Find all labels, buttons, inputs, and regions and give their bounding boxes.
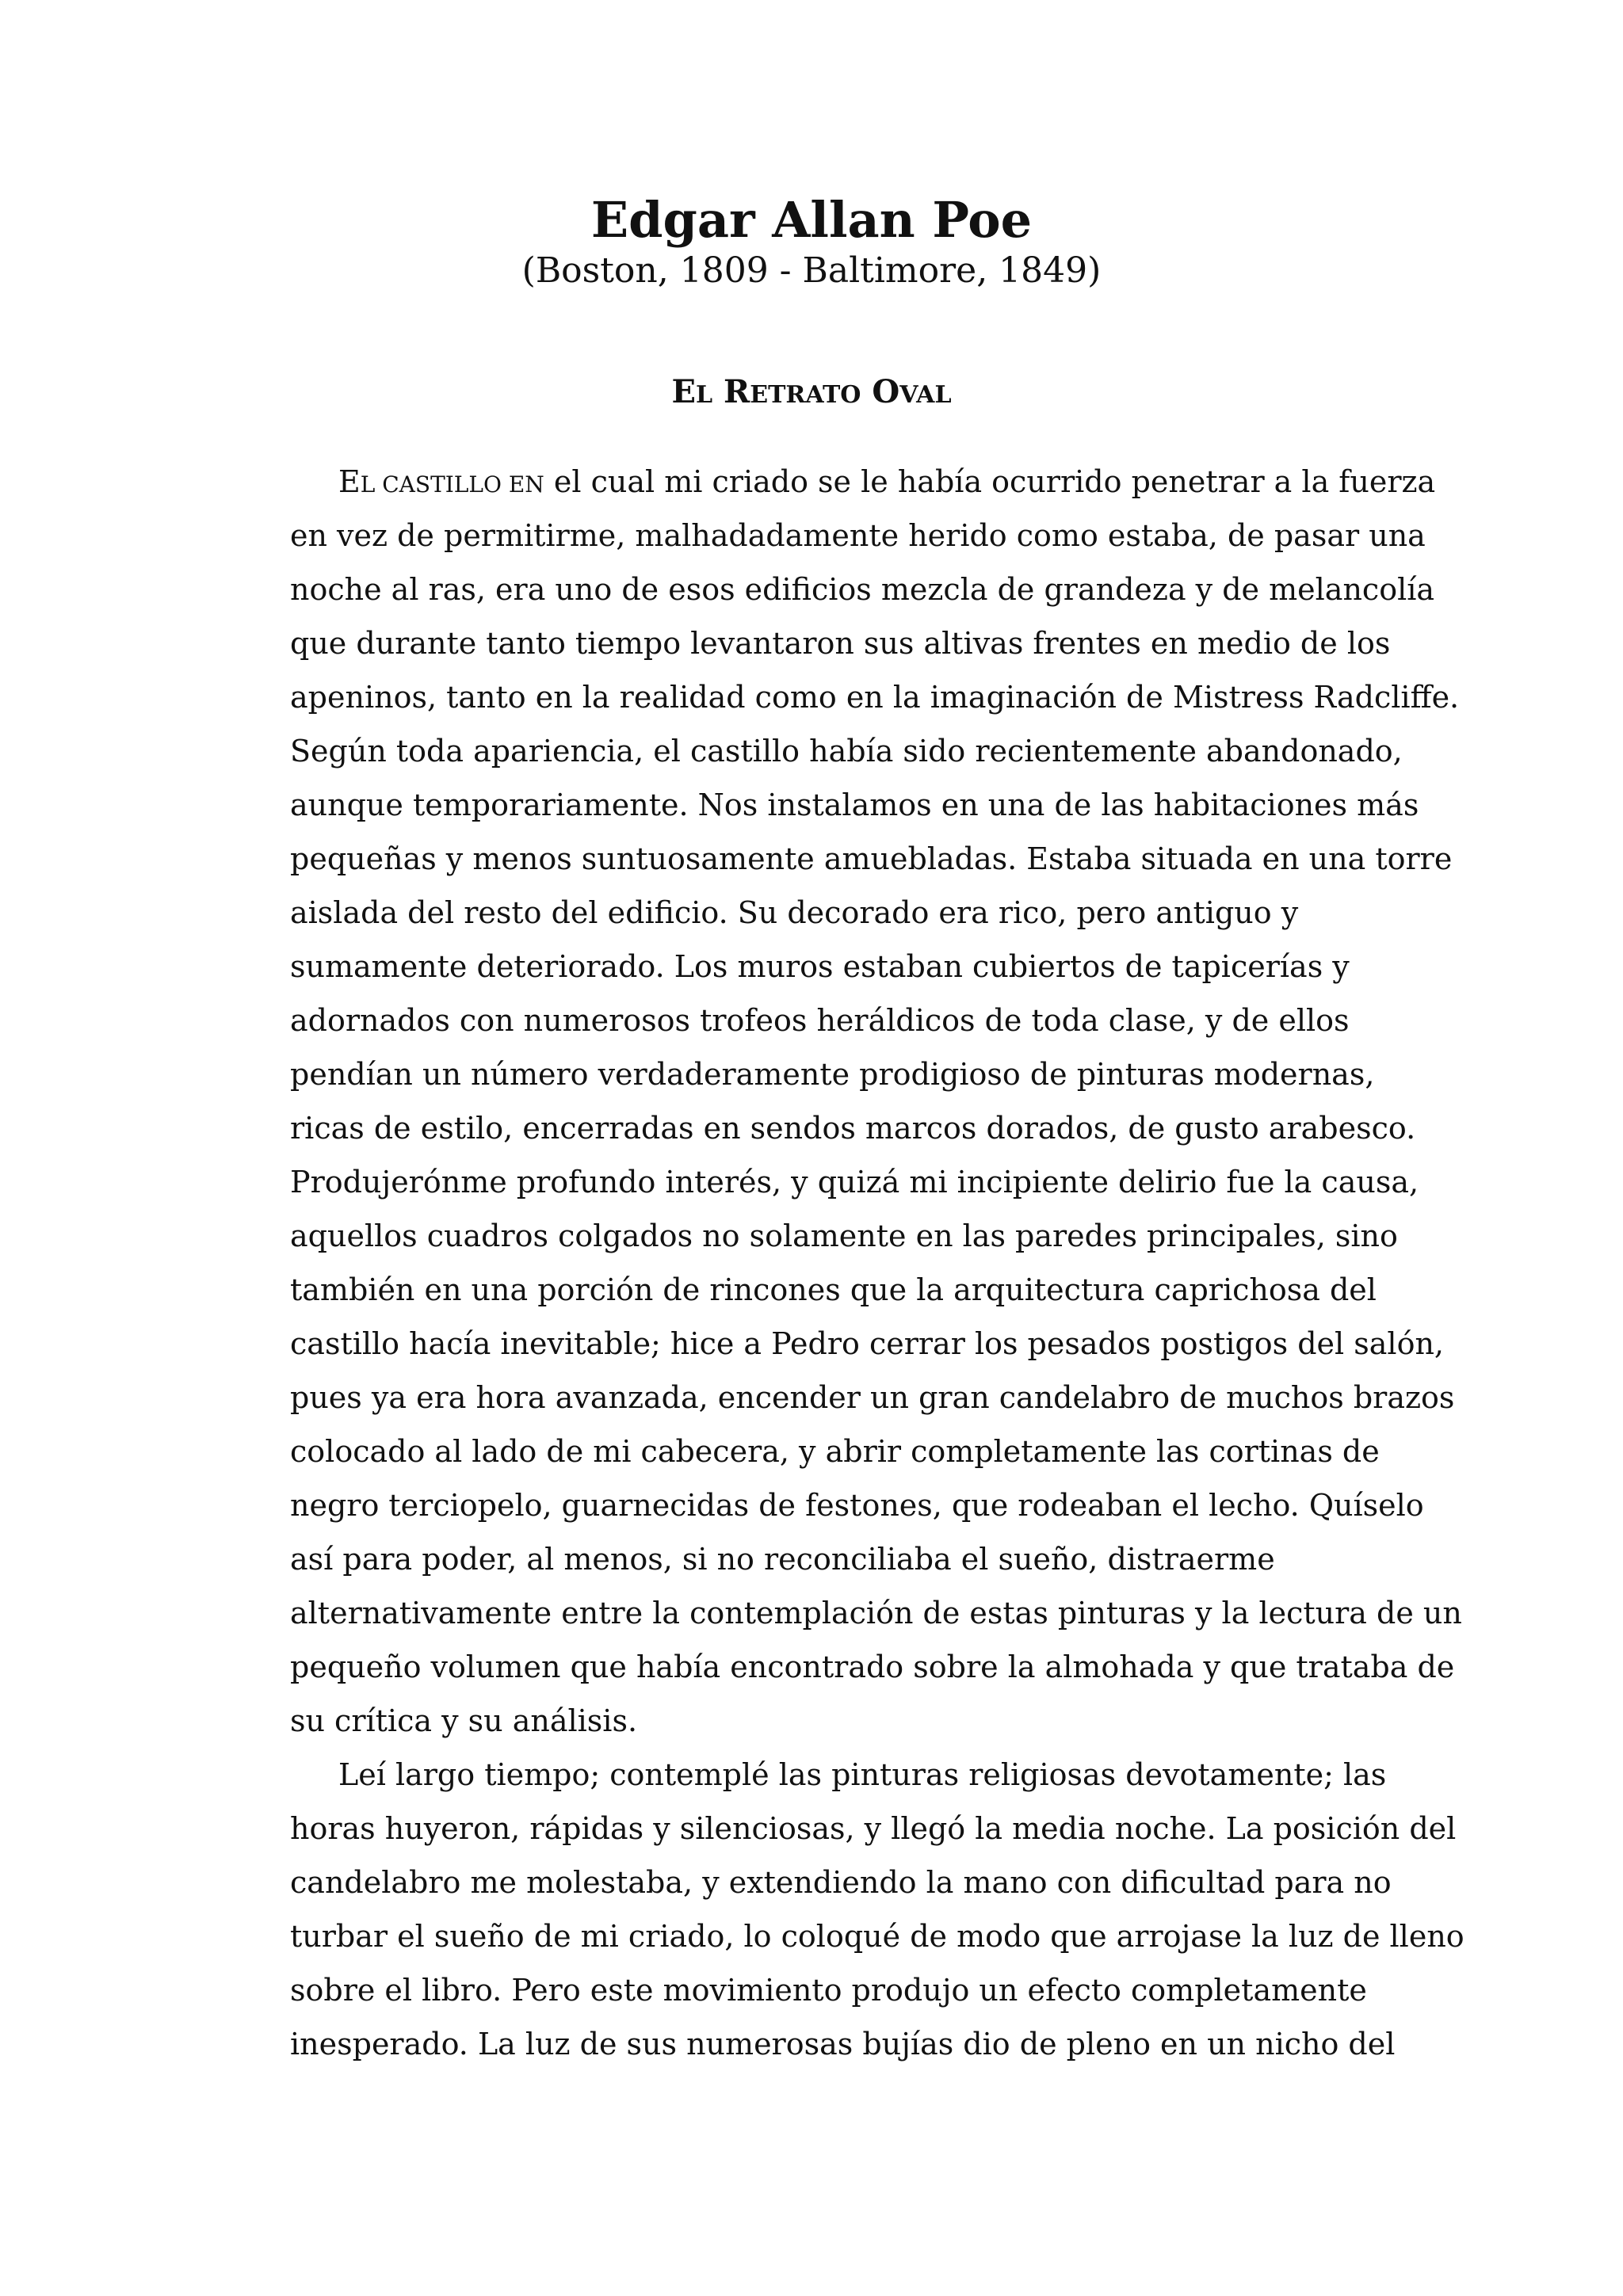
paragraph-1-line: pequeño volumen que había encontrado sobre la almohada y que trataba de <box>290 1650 1455 1684</box>
paragraph-1-line: adornados con numerosos trofeos heráldicos de toda clase, y de ellos <box>290 1003 1350 1038</box>
paragraph-2-line: horas huyeron, rápidas y silenciosas, y llegó la media noche. La posición del <box>290 1811 1457 1846</box>
title-word-3-rest: VAL <box>899 381 952 409</box>
paragraph-1-line: en vez de permitirme, malhadadamente herido como estaba, de pasar una <box>290 518 1426 553</box>
paragraph-1-line: castillo hacía inevitable; hice a Pedro cerrar los pesados postigos del salón, <box>290 1326 1445 1361</box>
paragraph-2-first-line: Leí largo tiempo; contemplé las pinturas religiosas devotamente; las <box>338 1757 1387 1792</box>
paragraph-1-line: así para poder, al menos, si no reconciliaba el sueño, distraerme <box>290 1542 1275 1577</box>
paragraph-1-line: aunque temporariamente. Nos instalamos en una de las habitaciones más <box>290 788 1419 822</box>
lead-smallcaps: L CASTILLO EN <box>360 471 544 498</box>
author-name: Edgar Allan Poe <box>590 191 1033 249</box>
paragraph-1-first-line <box>290 455 1436 509</box>
paragraph-1-line: sumamente deteriorado. Los muros estaban cubiertos de tapicerías y <box>290 949 1350 984</box>
paragraph-2-line: candelabro me molestaba, y extendiendo la mano con dificultad para no <box>290 1865 1392 1900</box>
paragraph-1-line: pequeñas y menos suntuosamente amuebladas. Estaba situada en una torre <box>290 841 1453 876</box>
author-lifespan: (Boston, 1809 - Baltimore, 1849) <box>521 250 1102 291</box>
paragraph-2-line: inesperado. La luz de sus numerosas bujías dio de pleno en un nicho del <box>290 2027 1396 2061</box>
title-word-1-initial: E <box>671 373 696 410</box>
story-title <box>0 371 1623 417</box>
title-word-1-rest: L <box>695 381 713 409</box>
paragraph-2-line: turbar el sueño de mi criado, lo coloqué de modo que arrojase la luz de lleno <box>290 1919 1465 1954</box>
paragraph-1-line: colocado al lado de mi cabecera, y abrir completamente las cortinas de <box>290 1434 1380 1469</box>
paragraph-1-line: alternativamente entre la contemplación de estas pinturas y la lectura de un <box>290 1596 1462 1630</box>
story-body <box>290 455 1465 2071</box>
title-word-3-initial: O <box>872 373 900 410</box>
paragraph-1-line: su crítica y su análisis. <box>290 1703 638 1738</box>
paragraph-1-line: que durante tanto tiempo levantaron sus altivas frentes en medio de los <box>290 626 1391 661</box>
title-word-2-rest: ETRATO <box>750 381 861 409</box>
paragraph-1-line: Según toda apariencia, el castillo había sido recientemente abandonado, <box>290 734 1403 769</box>
paragraph-1-line: aislada del resto del edificio. Su decorado era rico, pero antiguo y <box>290 895 1299 930</box>
paragraph-1-line: noche al ras, era uno de esos edificios mezcla de grandeza y de melancolía <box>290 572 1435 607</box>
first-line-text: el cual mi criado se le había ocurrido penetrar a la fuerza <box>544 464 1436 499</box>
title-word-2-initial: R <box>723 373 750 410</box>
paragraph-1-line: ricas de estilo, encerradas en sendos marcos dorados, de gusto arabesco. <box>290 1111 1416 1146</box>
lead-initial: E <box>338 464 361 499</box>
paragraph-1-line: también en una porción de rincones que la arquitectura caprichosa del <box>290 1272 1377 1307</box>
paragraph-2-line: sobre el libro. Pero este movimiento produjo un efecto completamente <box>290 1973 1367 2008</box>
paragraph-1-line: Produjerónme profundo interés, y quizá mi incipiente delirio fue la causa, <box>290 1165 1419 1199</box>
paragraph-1-line: aquellos cuadros colgados no solamente en las paredes principales, sino <box>290 1219 1398 1253</box>
paragraph-1-line: pendían un número verdaderamente prodigioso de pinturas modernas, <box>290 1057 1375 1092</box>
paragraph-1-line: negro terciopelo, guarnecidas de festones, que rodeaban el lecho. Quíselo <box>290 1488 1424 1523</box>
paragraph-1-line: pues ya era hora avanzada, encender un gran candelabro de muchos brazos <box>290 1380 1455 1415</box>
paragraph-1-line: apeninos, tanto en la realidad como en la imaginación de Mistress Radcliffe. <box>290 680 1460 715</box>
